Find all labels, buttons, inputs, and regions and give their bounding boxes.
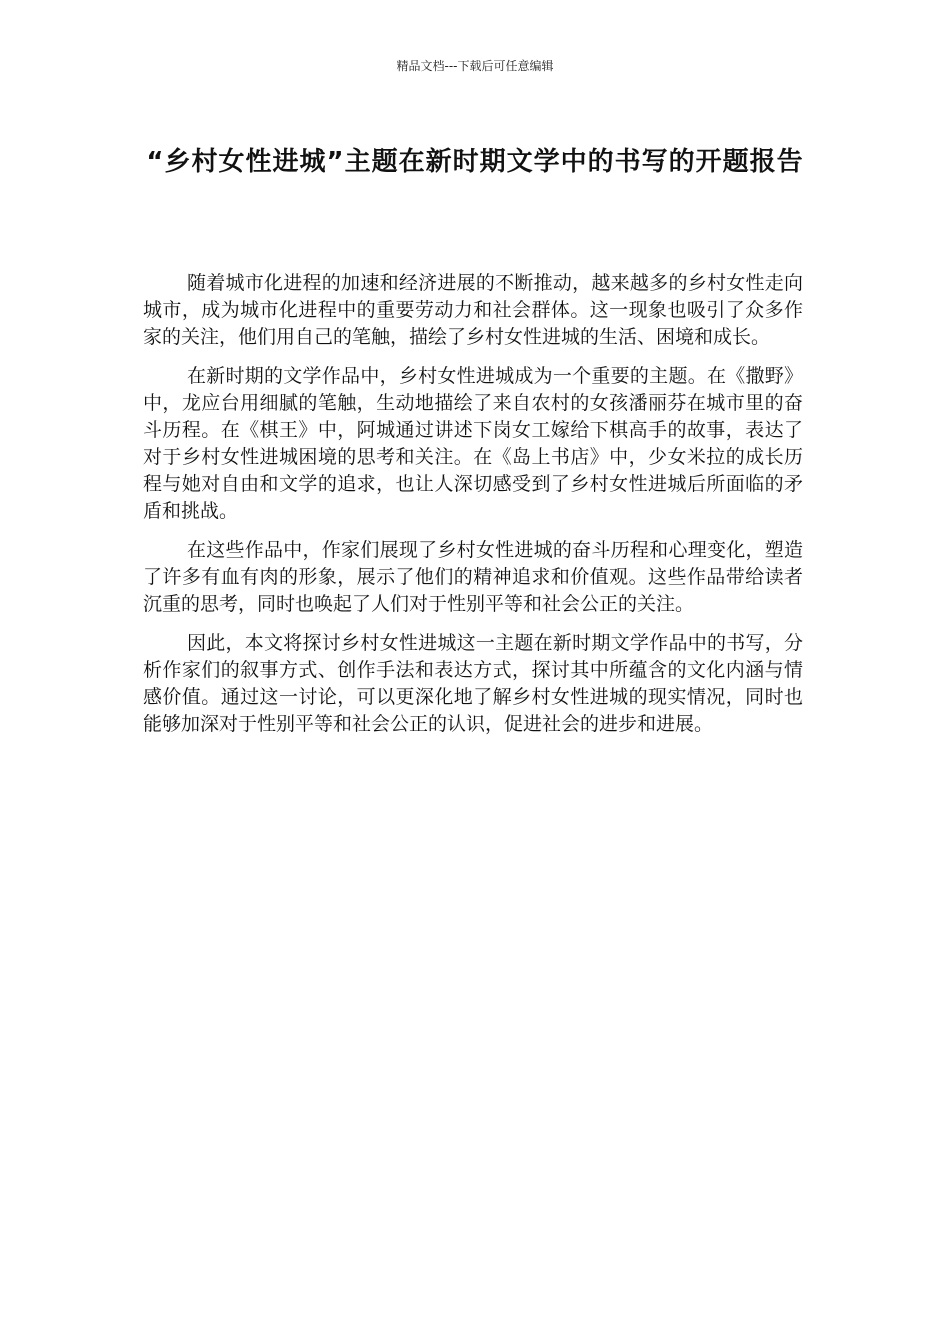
paragraph: 随着城市化进程的加速和经济进展的不断推动，越来越多的乡村女性走向城市，成为城市化进程中的重要劳动力和社会群体。这一现象也吸引了众多作家的关注，他们用自己的笔触，描绘了乡村女性进城的生活、困境和成长。 (143, 272, 803, 348)
document-title: “乡村女性进城”主题在新时期文学中的书写的开题报告 (146, 147, 804, 177)
paragraph: 在新时期的文学作品中，乡村女性进城成为一个重要的主题。在《撒野》中，龙应台用细腻的笔触，生动地描绘了来自农村的女孩潘丽芬在城市里的奋斗历程。在《棋王》中，阿城通过讲述下岗女工嫁给下棋高手的故事，表达了对于乡村女性进城困境的思考和关注。在《岛上书店》中，少女米拉的成长历程与她对自由和文学的追求，也让人深切感受到了乡村女性进城后所面临的矛盾和挑战。 (143, 365, 803, 522)
paragraph: 在这些作品中，作家们展现了乡村女性进城的奋斗历程和心理变化，塑造了许多有血有肉的形象，展示了他们的精神追求和价值观。这些作品带给读者沉重的思考，同时也唤起了人们对于性别平等和社会公正的关注。 (143, 539, 803, 615)
page-header: 精品文档---下载后可任意编辑 (396, 59, 554, 73)
paragraph: 因此，本文将探讨乡村女性进城这一主题在新时期文学作品中的书写，分析作家们的叙事方式、创作手法和表达方式，探讨其中所蕴含的文化内涵与情感价值。通过这一讨论，可以更深化地了解乡村女性进城的现实情况，同时也能够加深对于性别平等和社会公正的认识，促进社会的进步和进展。 (143, 632, 803, 735)
document-body (143, 270, 803, 750)
